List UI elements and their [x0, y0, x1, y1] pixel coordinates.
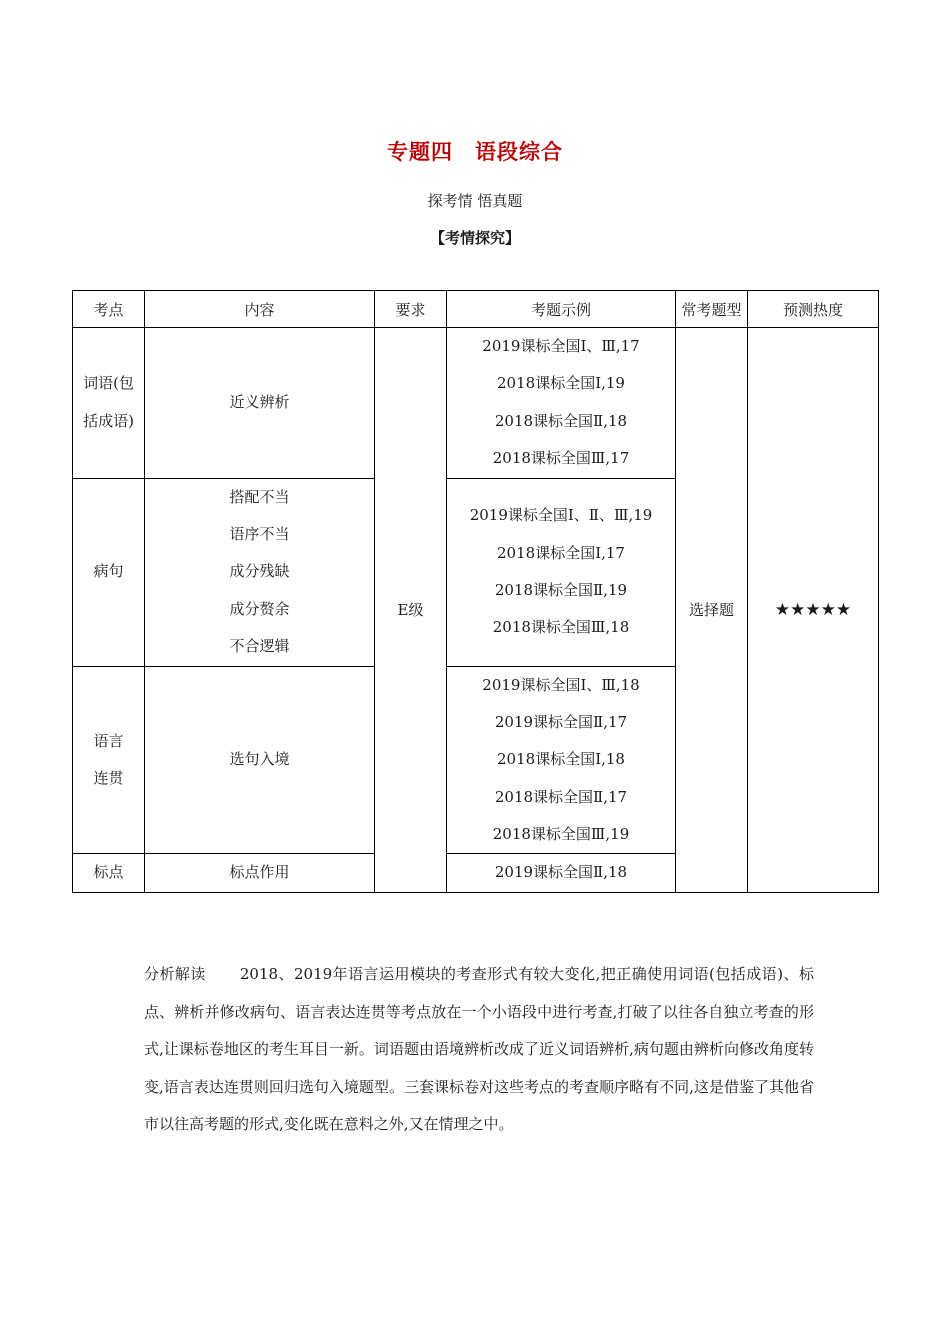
example-text: 2018课标全国Ⅲ,17	[492, 449, 630, 468]
examples-cell	[447, 666, 676, 854]
examples-cell	[447, 854, 676, 892]
subtitle: 探考情 悟真题	[427, 192, 523, 210]
analysis-text: 2018、2019年语言运用模块的考查形式有较大变化,把正确使用词语(包括成语)、标点、辨析并修改病句、语言表达连贯等考点放在一个小语段中进行考查,打破了以往各自独立考查的形式,让课标卷地区的考生耳目一新。词语题由语境辨析改成了近义词语辨析,病句题由辨析向修改角度转变,语言表达连贯则回归选句入境题型。三套课标卷对这些考点的考查顺序略有不同,这是借鉴了其他省市以往高考题的形式,变化既在意料之外,又在情理之中。	[144, 965, 814, 1133]
point-cell	[73, 328, 145, 479]
example-text: 2019课标全国Ⅱ,18	[494, 863, 628, 882]
question-type-cell: 选择题	[676, 328, 748, 893]
example-text: 2019课标全国Ⅱ,17	[494, 712, 628, 731]
example-text: 2018课标全国Ⅰ,17	[497, 543, 625, 562]
exam-table	[72, 290, 879, 893]
content-text: 不合逻辑	[229, 637, 290, 656]
point-text: 标点	[93, 863, 124, 882]
content-cell	[145, 666, 375, 854]
page-title: 专题四 语段综合	[387, 140, 563, 164]
header-cell: 考题示例	[447, 291, 676, 328]
header-cell: 预测热度	[748, 291, 879, 328]
point-text: 病句	[93, 562, 124, 581]
example-text: 2018课标全国Ⅱ,19	[494, 581, 628, 600]
examples-cell	[447, 478, 676, 666]
content-text: 成分残缺	[229, 562, 290, 581]
header-cell: 内容	[145, 291, 375, 328]
section-heading: 【考情探究】	[429, 229, 520, 247]
point-cell	[73, 854, 145, 892]
content-text: 语序不当	[229, 524, 290, 543]
example-text: 2019课标全国Ⅰ、Ⅲ,17	[482, 337, 640, 355]
point-cell	[73, 478, 145, 666]
example-text: 2018课标全国Ⅱ,17	[494, 787, 628, 806]
content-text: 近义辨析	[229, 393, 290, 412]
header-row	[73, 291, 879, 328]
content-text: 选句入境	[229, 750, 290, 769]
point-text: 连贯	[93, 768, 124, 787]
example-text: 2018课标全国Ⅲ,19	[492, 825, 630, 844]
point-text: 词语(包	[83, 374, 134, 393]
content-cell	[145, 328, 375, 479]
content-text: 标点作用	[229, 863, 290, 882]
analysis-paragraph	[144, 956, 814, 1144]
heat-rating: ★★★★★	[748, 328, 879, 893]
point-cell	[73, 666, 145, 854]
point-text: 语言	[93, 731, 124, 750]
example-text: 2018课标全国Ⅰ,19	[497, 374, 625, 393]
header-cell: 要求	[375, 291, 447, 328]
header-cell: 常考题型	[676, 291, 748, 328]
example-text: 2019课标全国Ⅰ、Ⅲ,18	[482, 675, 640, 694]
content-cell	[145, 478, 375, 666]
example-text: 2018课标全国Ⅰ,18	[497, 750, 625, 769]
content-cell	[145, 854, 375, 892]
point-text: 括成语)	[83, 411, 134, 430]
analysis-label: 分析解读	[144, 965, 206, 983]
content-text: 成分赘余	[229, 599, 290, 618]
examples-cell	[447, 328, 676, 479]
header-cell: 考点	[73, 291, 145, 328]
content-text: 搭配不当	[229, 487, 290, 506]
example-text: 2019课标全国Ⅰ、Ⅱ、Ⅲ,19	[469, 506, 653, 525]
requirement-cell: E级	[375, 328, 447, 893]
table-row	[73, 328, 879, 479]
example-text: 2018课标全国Ⅲ,18	[492, 618, 630, 637]
example-text: 2018课标全国Ⅱ,18	[494, 411, 628, 430]
